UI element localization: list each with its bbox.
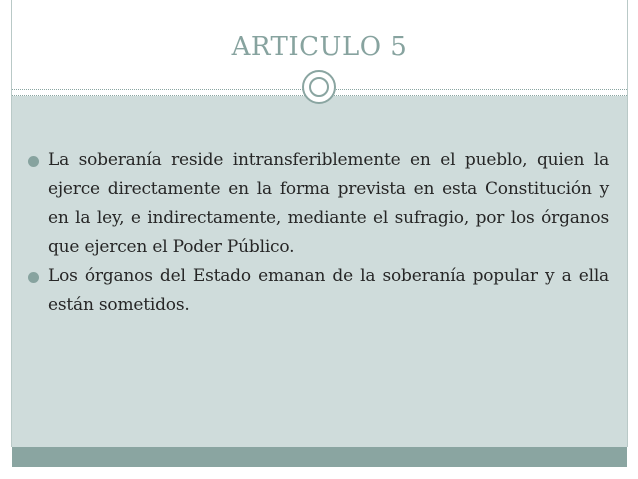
ring-ornament-inner <box>309 77 329 97</box>
bullet-text: La soberanía reside intransferiblemente en el pueblo, quien la ejerce directamente en la forma prevista en esta Constitución y en la ley, e indirectamente, mediante el sufragio, por los órganos que ejercen el Poder Público. <box>48 150 609 257</box>
bullet-item <box>28 146 609 262</box>
ring-ornament-icon <box>302 70 336 104</box>
bullet-icon <box>28 272 39 283</box>
bullet-list <box>28 146 609 320</box>
bullet-text: Los órganos del Estado emanan de la soberanía popular y a ella están sometidos. <box>48 266 609 315</box>
bullet-icon <box>28 156 39 167</box>
footer-band <box>12 447 627 467</box>
slide-title: ARTICULO 5 <box>231 32 408 62</box>
bullet-item <box>28 262 609 320</box>
